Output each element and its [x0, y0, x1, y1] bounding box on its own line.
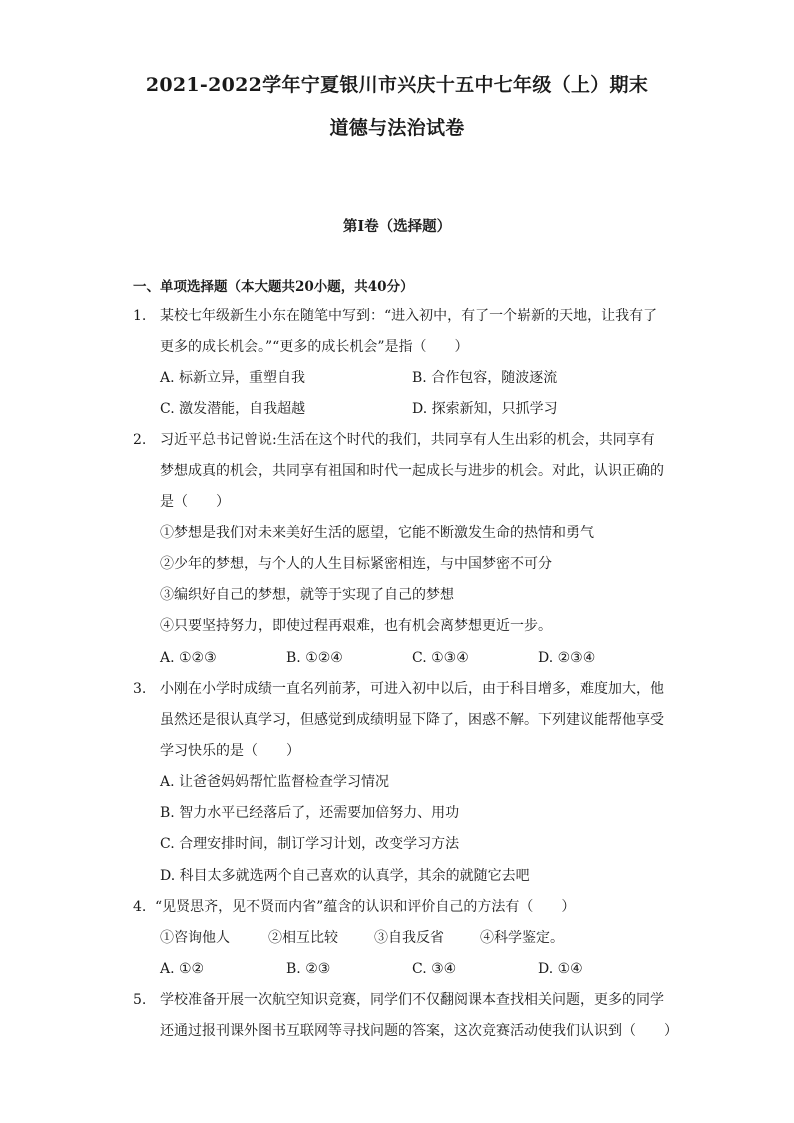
question-text-line: 更多的成长机会。”“更多的成长机会”是指（ ） [160, 339, 469, 355]
method-item-4: ④科学鉴定。 [480, 930, 564, 946]
option-b: B. 智力水平已经落后了，还需要加倍努力、用功 [160, 805, 460, 821]
question-text-line: 习近平总书记曾说:生活在这个时代的我们，共同享有人生出彩的机会，共同享有 [160, 432, 655, 448]
question-text-line: 小刚在小学时成绩一直名列前茅，可进入初中以后，由于科目增多，难度加大，他 [160, 681, 664, 697]
question-text-line: 梦想成真的机会，共同享有祖国和时代一起成长与进步的机会。对此，认识正确的 [160, 463, 664, 479]
question-text-line: 学校准备开展一次航空知识竞赛，同学们不仅翻阅课本查找相关问题，更多的同学 [160, 992, 664, 1008]
statement-4: ④只要坚持努力，即使过程再艰难，也有机会离梦想更近一步。 [160, 618, 552, 634]
volume-heading: 第I卷（选择题） [342, 218, 452, 235]
option-c: C. ①③④ [412, 650, 469, 666]
question-text-line: 虽然还是很认真学习，但感觉到成绩明显下降了，困惑不解。下列建议能帮他享受 [160, 712, 664, 728]
option-b: B. 合作包容，随波逐流 [412, 370, 558, 386]
option-d: D. 科目太多就选两个自己喜欢的认真学，其余的就随它去吧 [160, 868, 530, 884]
question-number: 3. [133, 681, 147, 697]
question-text-line: 是（ ） [160, 494, 230, 510]
option-b: B. ①②④ [286, 650, 343, 666]
question-number: 1. [133, 308, 147, 324]
section-heading: 一、单项选择题（本大题共20小题，共40分） [133, 279, 414, 295]
question-text-line: 某校七年级新生小东在随笔中写到：“进入初中，有了一个崭新的天地，让我有了 [160, 308, 658, 324]
option-a: A. ①②③ [160, 650, 217, 666]
option-d: D. ②③④ [538, 650, 596, 666]
question-number: 2. [133, 432, 147, 448]
statement-3: ③编织好自己的梦想，就等于实现了自己的梦想 [160, 587, 454, 603]
statement-2: ②少年的梦想，与个人的人生目标紧密相连，与中国梦密不可分 [160, 556, 552, 572]
question-number: 4. [133, 899, 147, 915]
option-c: C. 合理安排时间，制订学习计划，改变学习方法 [160, 836, 460, 852]
method-item-3: ③自我反省 [374, 930, 444, 946]
option-a: A. ①② [160, 961, 205, 977]
method-item-1: ①咨询他人 [160, 930, 230, 946]
option-d: D. 探索新知，只抓学习 [412, 401, 558, 417]
question-text-line: 学习快乐的是（ ） [160, 743, 300, 759]
exam-title-line2: 道德与法治试卷 [329, 117, 465, 139]
option-a: A. 标新立异，重塑自我 [160, 370, 306, 386]
option-b: B. ②③ [286, 961, 331, 977]
method-item-2: ②相互比较 [268, 930, 338, 946]
question-number: 5. [133, 992, 147, 1008]
statement-1: ①梦想是我们对未来美好生活的愿望，它能不断激发生命的热情和勇气 [160, 525, 594, 541]
question-text-line: “见贤思齐，见不贤而内省”蕴含的认识和评价自己的方法有（ ） [155, 899, 576, 915]
exam-title-line1: 2021-2022学年宁夏银川市兴庆十五中七年级（上）期末 [145, 74, 649, 96]
option-a: A. 让爸爸妈妈帮忙监督检查学习情况 [160, 774, 390, 790]
option-c: C. ③④ [412, 961, 457, 977]
option-d: D. ①④ [538, 961, 583, 977]
option-c: C. 激发潜能，自我超越 [160, 401, 306, 417]
question-text-line: 还通过报刊课外图书互联网等寻找问题的答案，这次竞赛活动使我们认识到（ ） [160, 1023, 678, 1039]
